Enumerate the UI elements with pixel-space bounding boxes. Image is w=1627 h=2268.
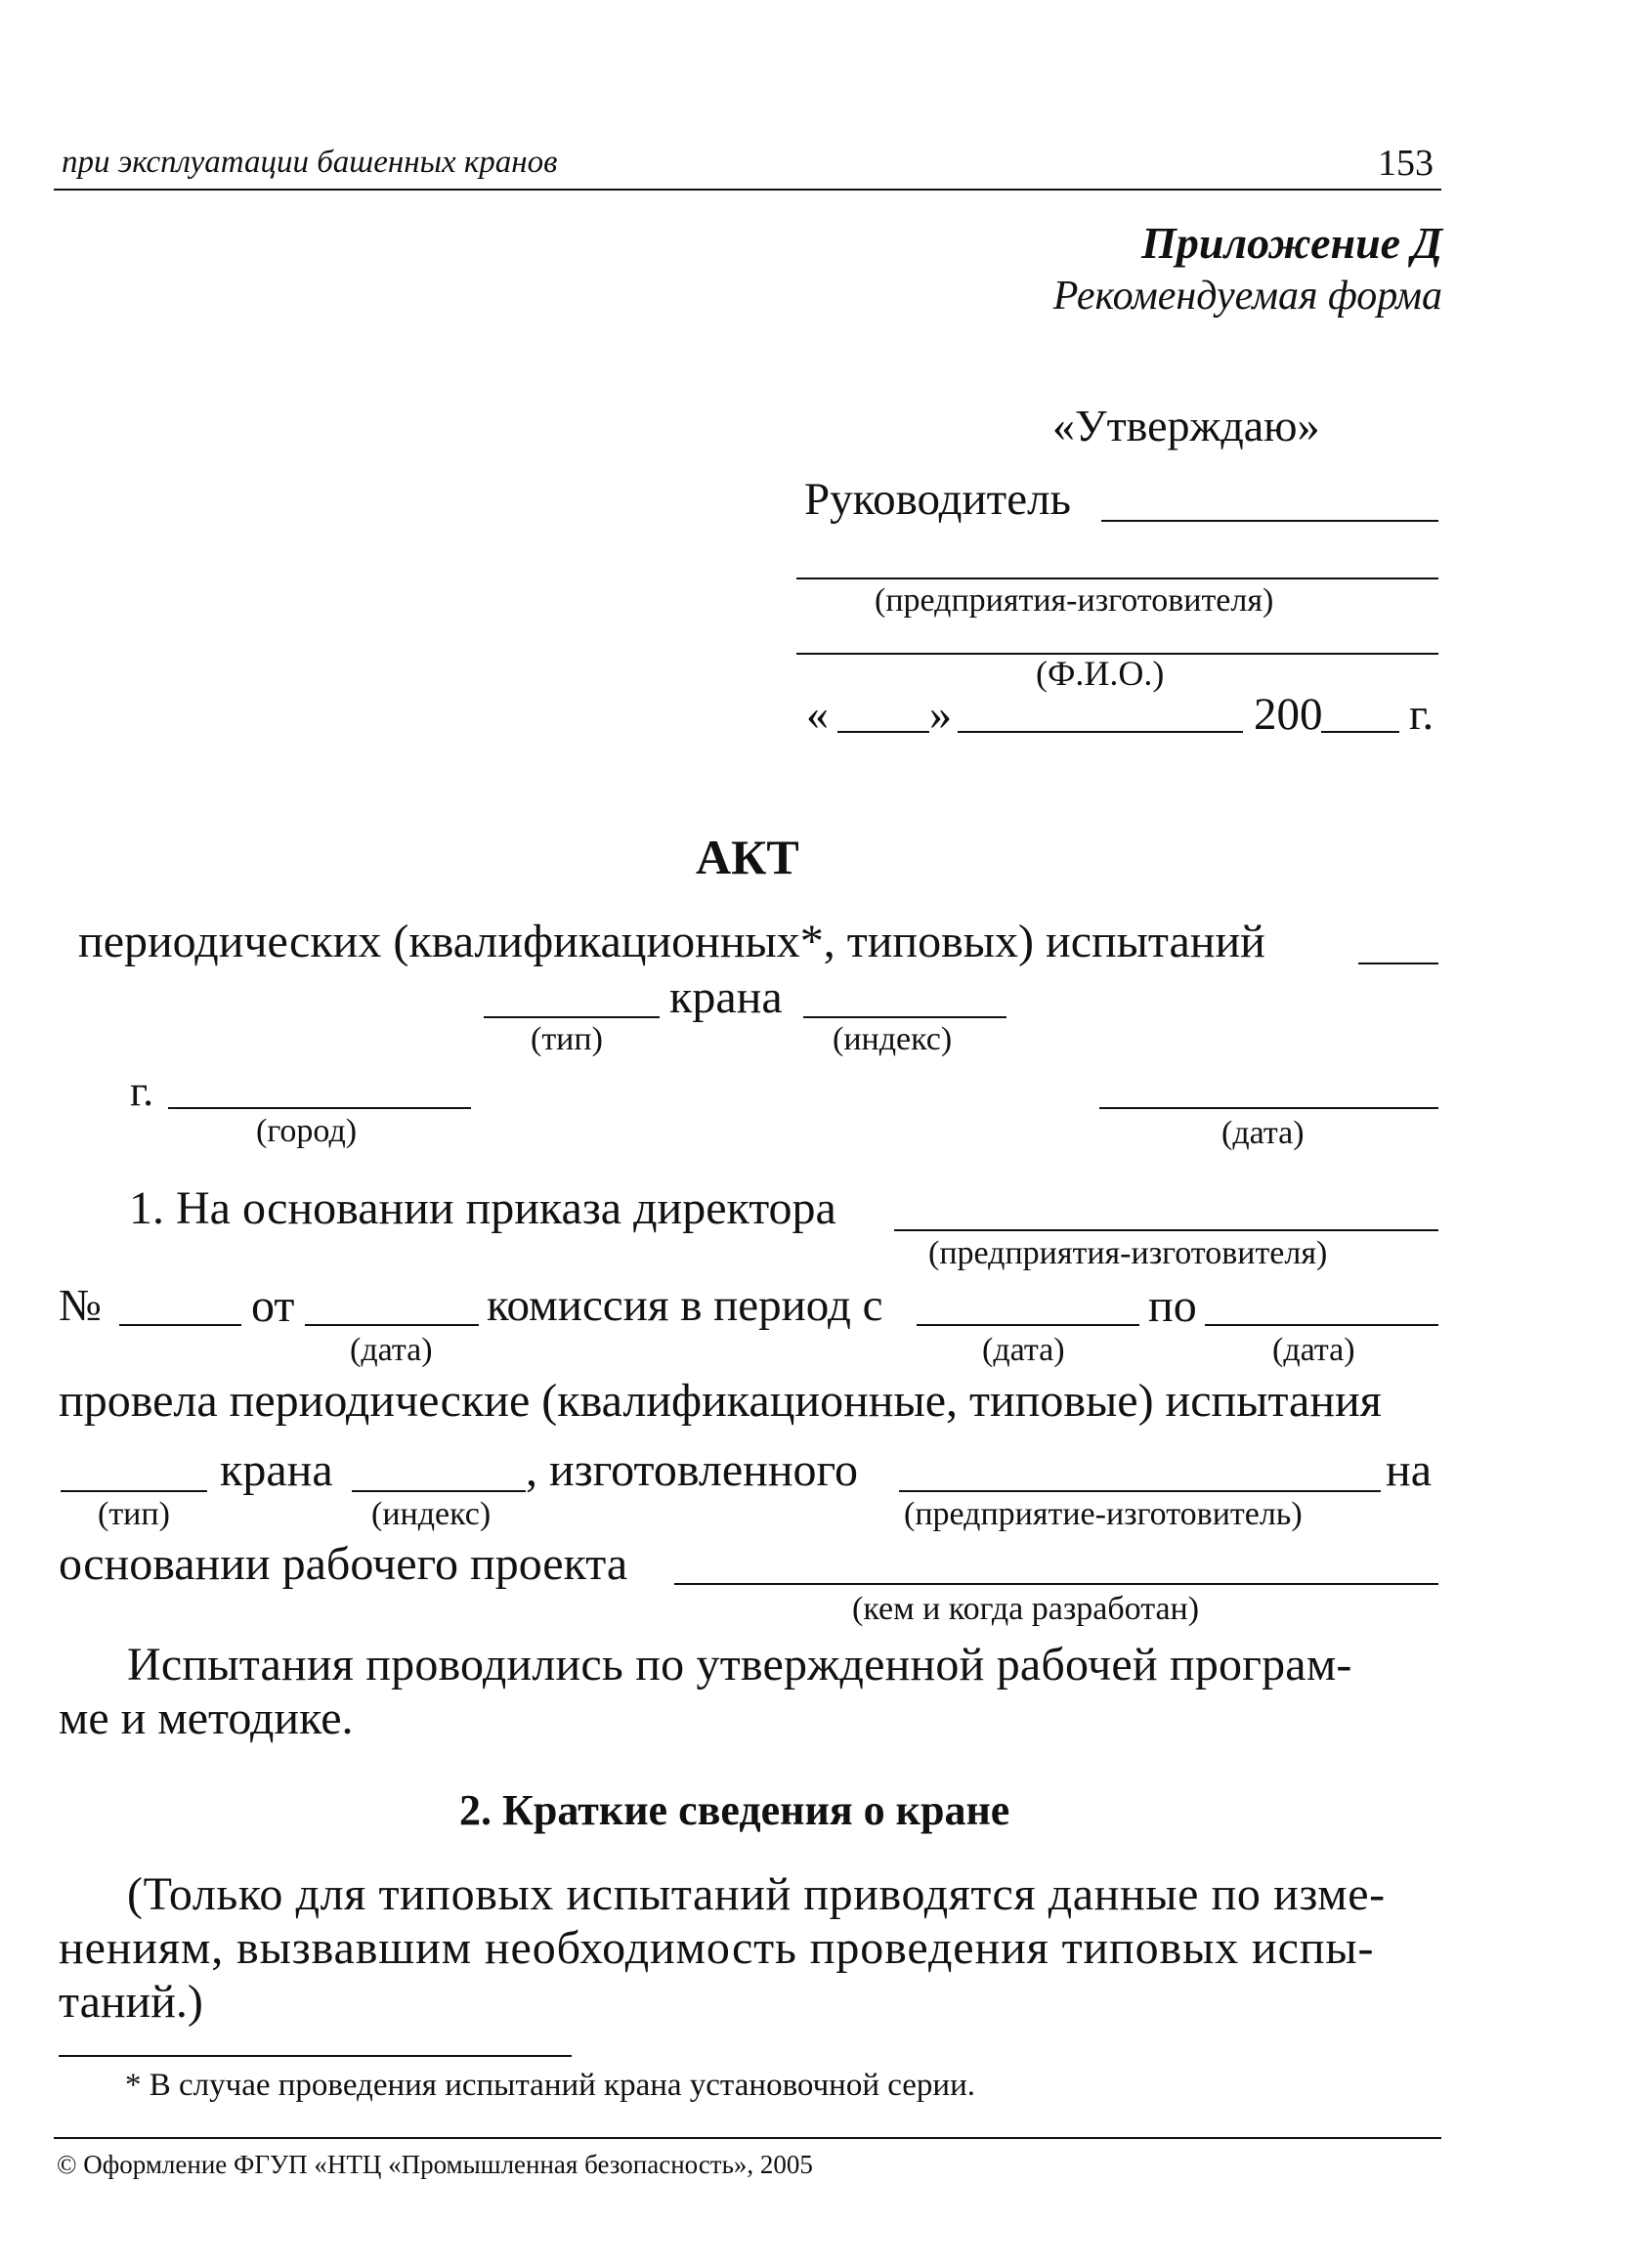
city-caption: (город)	[256, 1113, 358, 1149]
head-label: Руководитель	[804, 474, 1071, 525]
act-index-caption: (индекс)	[833, 1021, 953, 1057]
conducted-text: провела периодические (квалификационные, типовые) испытания	[59, 1375, 1382, 1427]
order-number-sign: №	[59, 1280, 102, 1330]
footnote-text: * В случае проведения испытаний крана установочной серии.	[125, 2068, 976, 2103]
period-end-blank	[1205, 1324, 1438, 1326]
period-start-blank	[917, 1324, 1139, 1326]
test-type-caption: (тип)	[98, 1496, 170, 1532]
test-crane-type-blank	[61, 1490, 207, 1492]
order-text: 1. На основании приказа директора	[129, 1182, 836, 1234]
page-number: 153	[1378, 143, 1434, 184]
order-number-blank	[119, 1324, 241, 1326]
city-prefix: г.	[130, 1067, 154, 1115]
act-title: АКТ	[696, 830, 799, 884]
tests-line-2: ме и методике.	[59, 1692, 354, 1744]
tests-line-1: Испытания проводились по утвержденной рабочей програм-	[127, 1639, 1352, 1690]
period-start-caption: (дата)	[982, 1332, 1065, 1368]
act-date-caption: (дата)	[1221, 1115, 1305, 1151]
commission-text: комиссия в период с	[487, 1280, 883, 1331]
appendix-title: Приложение Д	[1141, 218, 1442, 268]
month-blank	[958, 731, 1243, 733]
crane-type-blank	[484, 1016, 660, 1018]
act-type-caption: (тип)	[531, 1021, 603, 1057]
enterprise-caption: (предприятия-изготовителя)	[875, 582, 1274, 619]
test-crane-index-blank	[352, 1490, 526, 1492]
manufactured-text: , изготовленного	[526, 1444, 859, 1496]
period-end-caption: (дата)	[1272, 1332, 1355, 1368]
copyright-text: © Оформление ФГУП «НТЦ «Промышленная безопасность», 2005	[57, 2150, 813, 2179]
head-signature-line	[1101, 520, 1438, 522]
copyright-rule	[54, 2137, 1441, 2139]
order-date-blank	[305, 1324, 479, 1326]
date-close-quote: »	[929, 689, 952, 739]
header-rule	[54, 189, 1441, 191]
year-blank	[1321, 731, 1399, 733]
city-blank	[168, 1107, 471, 1109]
fio-caption: (Ф.И.О.)	[1036, 654, 1165, 693]
project-blank	[674, 1583, 1438, 1585]
year-prefix: 200	[1254, 689, 1323, 740]
section1-crane-word: крана	[220, 1444, 333, 1496]
appendix-subtitle: Рекомендуемая форма	[1052, 274, 1442, 319]
section2-line-1: (Только для типовых испытаний приводятся данные по изме-	[127, 1868, 1386, 1920]
act-subject-line: периодических (квалификационных*, типовых) испытаний	[78, 916, 1265, 967]
director-blank	[894, 1229, 1438, 1231]
date-open-quote: «	[806, 689, 829, 739]
period-to-word: по	[1148, 1280, 1197, 1332]
section2-line-2: нениям, вызвавшим необходимость проведения типовых испы-	[59, 1922, 1375, 1974]
order-caption: (предприятия-изготовителя)	[928, 1235, 1328, 1271]
section2-line-3: таний.)	[59, 1976, 203, 2028]
on-word: на	[1386, 1444, 1432, 1496]
basis-text: основании рабочего проекта	[59, 1538, 628, 1590]
running-title: при эксплуатации башенных кранов	[62, 145, 558, 180]
act-date-blank	[1099, 1107, 1438, 1109]
act-subject-blank	[1358, 963, 1438, 964]
order-date-caption: (дата)	[350, 1332, 433, 1368]
crane-index-blank	[803, 1016, 1006, 1018]
developer-caption: (кем и когда разработан)	[852, 1591, 1200, 1627]
order-from-word: от	[251, 1280, 295, 1332]
year-suffix: г.	[1409, 689, 1434, 739]
act-crane-word: крана	[669, 971, 783, 1023]
footnote-rule	[59, 2055, 572, 2057]
section2-title: 2. Краткие сведения о кране	[459, 1786, 1010, 1834]
manufacturer-caption: (предприятие-изготовитель)	[904, 1496, 1303, 1532]
manufacturer-blank	[899, 1490, 1381, 1492]
enterprise-line	[796, 578, 1438, 579]
day-blank	[837, 731, 929, 733]
test-index-caption: (индекс)	[371, 1496, 492, 1532]
approval-label: «Утверждаю»	[1052, 401, 1320, 450]
